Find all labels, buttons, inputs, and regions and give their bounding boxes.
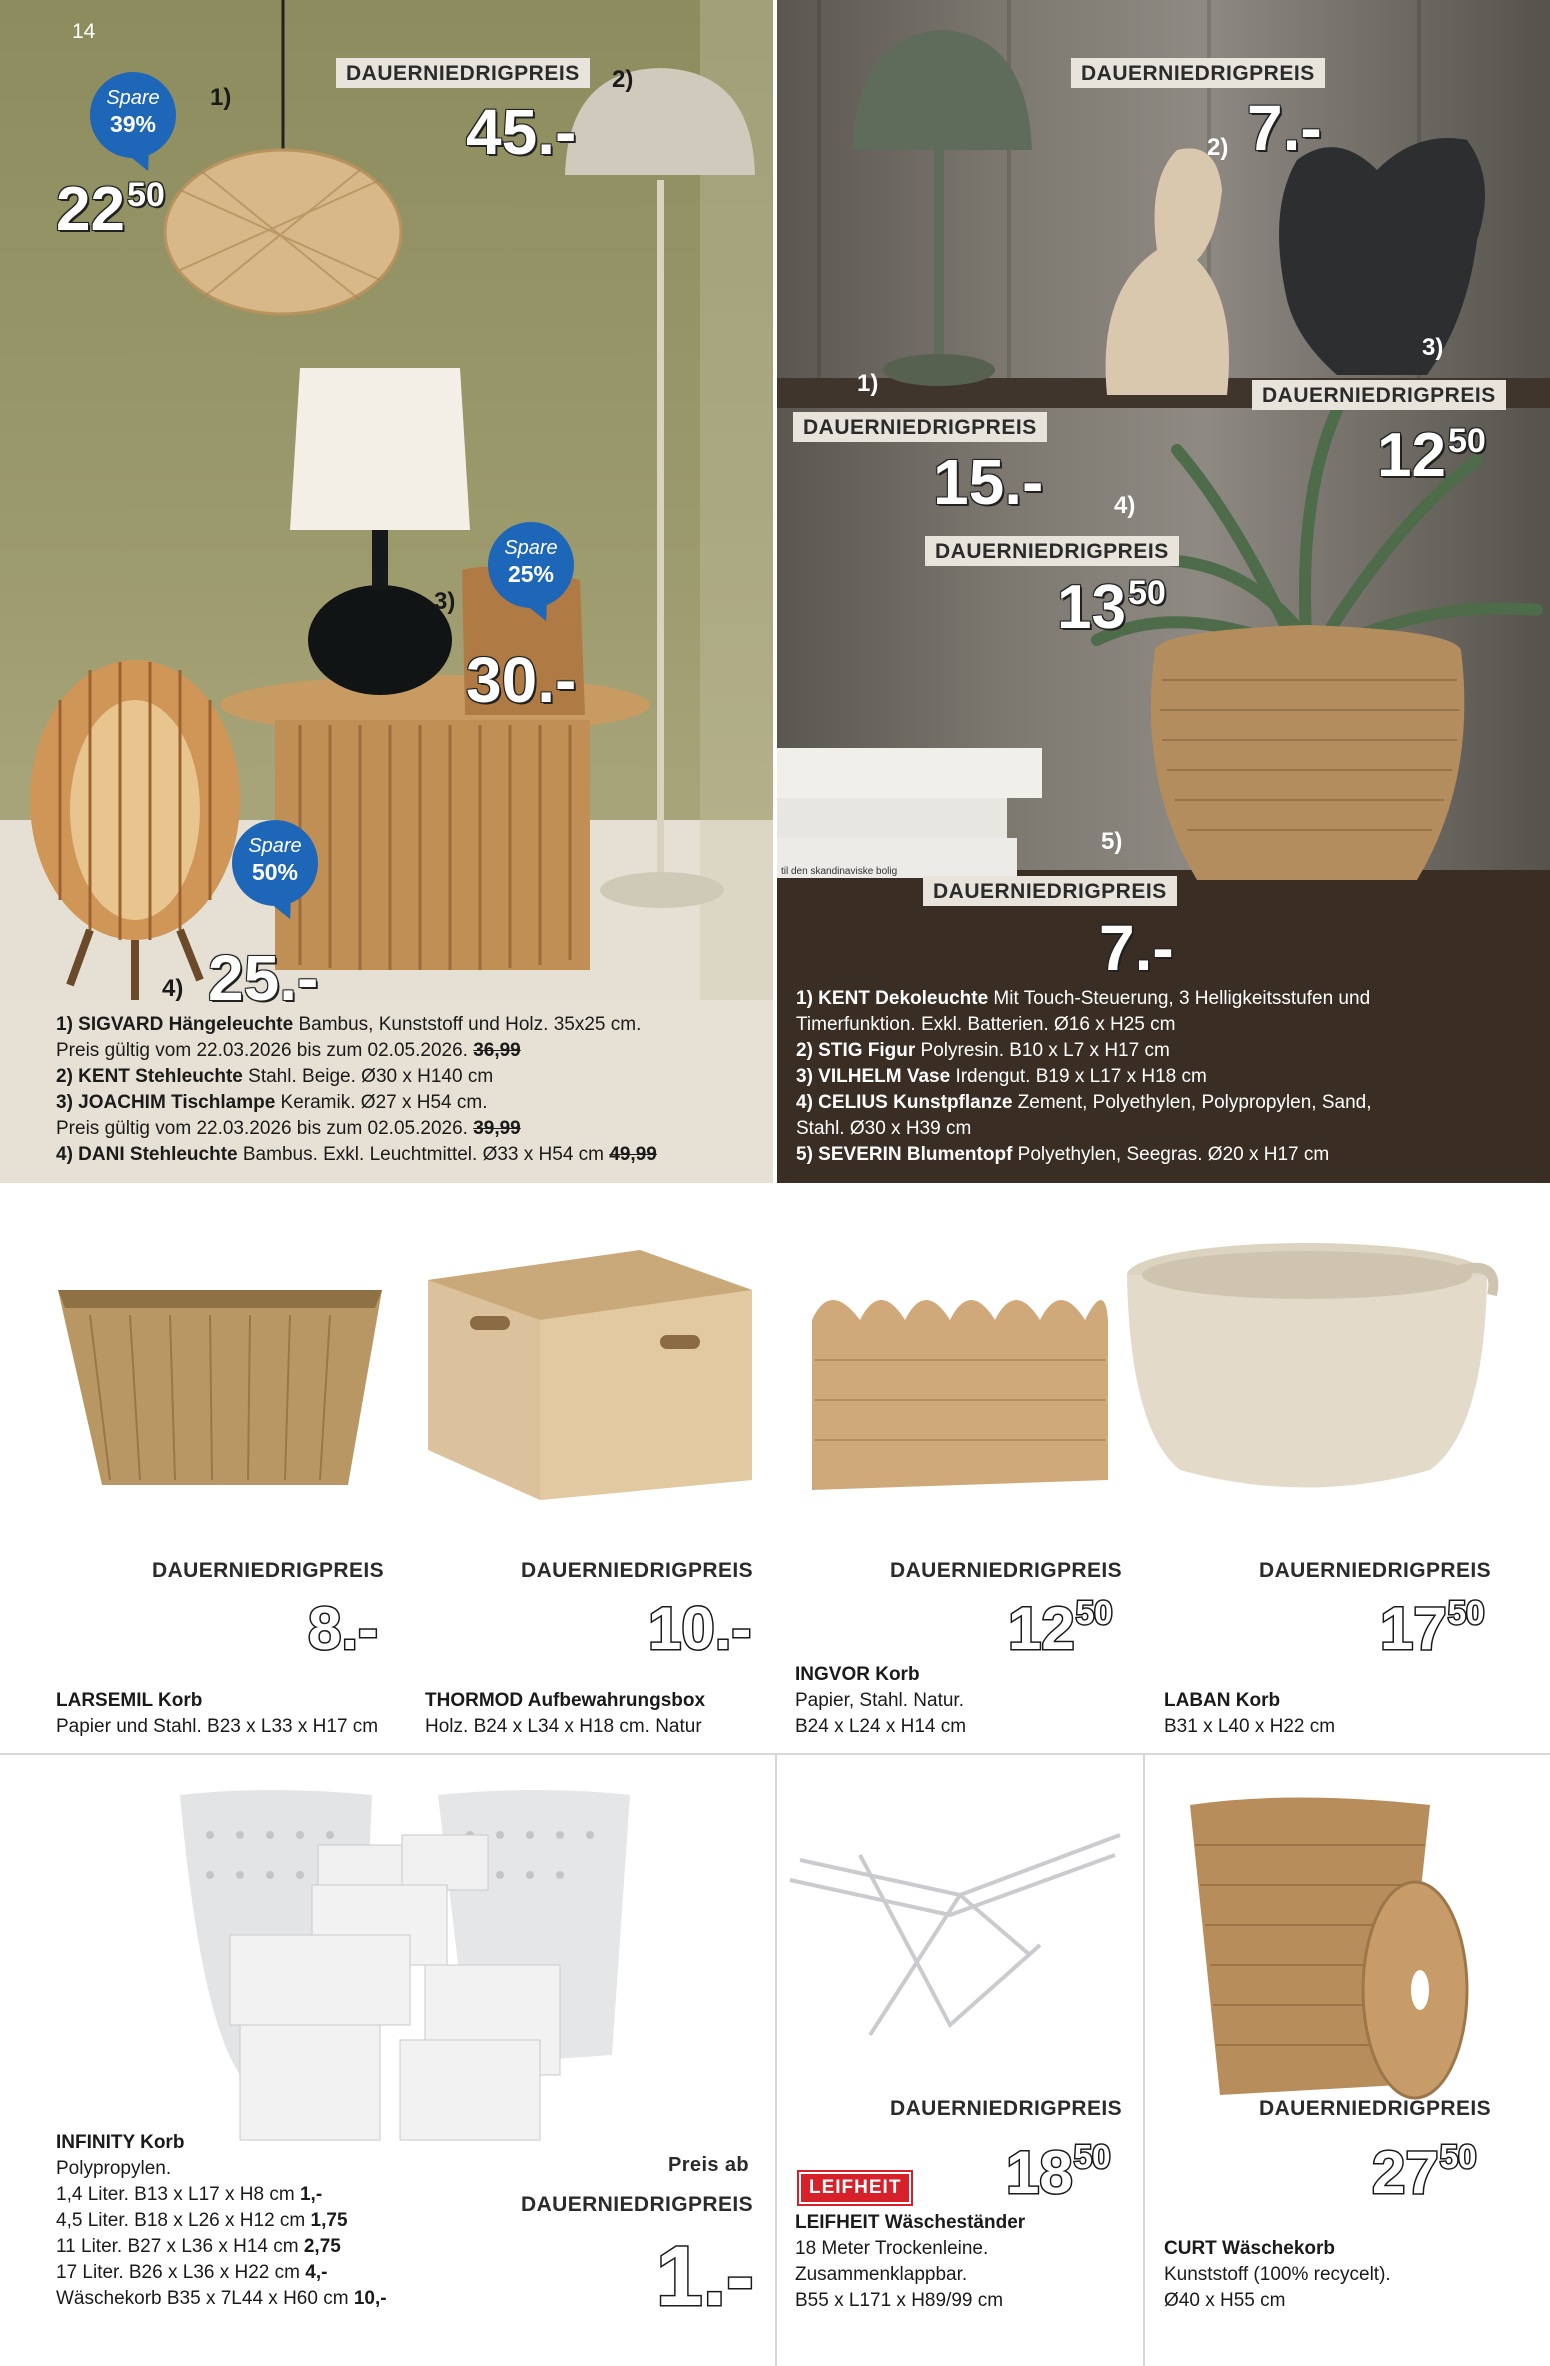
product-marker: 1): [210, 84, 232, 111]
caption-line: Preis gültig vom 22.03.2026 bis zum 02.05.2026. 39,99: [56, 1118, 521, 1139]
product-desc: B55 x L171 x H89/99 cm: [795, 2290, 1004, 2311]
infinity-baskets-image: [180, 1790, 630, 2140]
price-larsemil: [308, 1594, 379, 1662]
lighting-captions: [56, 1012, 657, 1168]
product-larsemil: [56, 1688, 378, 1740]
curt-basket-image: [1190, 1798, 1467, 2099]
product-desc: 1,4 Liter. B13 x L17 x H8 cm 1,-: [56, 2184, 323, 2205]
discount-label: Spare: [504, 537, 558, 559]
product-name: CURT Wäschekorb: [1164, 2238, 1336, 2259]
laban-basket-image: [1127, 1243, 1493, 1488]
price-main: 17: [1380, 1594, 1447, 1662]
discount-percent: 50%: [251, 859, 299, 885]
price-cents: 50: [1439, 2138, 1477, 2175]
price-ingvor: [1008, 1594, 1113, 1662]
preis-ab-label: Preis ab: [668, 2154, 750, 2176]
lighting-panel: [0, 0, 773, 1183]
price-tag: DAUERNIEDRIGPREIS: [521, 2193, 753, 2216]
product-desc: 18 Meter Trockenleine.: [795, 2238, 989, 2259]
product-thormod: [425, 1688, 705, 1740]
caption-line: Preis gültig vom 22.03.2026 bis zum 02.05.2026. 36,99: [56, 1040, 521, 1061]
product-desc: Ø40 x H55 cm: [1164, 2290, 1286, 2311]
price-joachim: 30.-: [466, 644, 577, 716]
price-main: 27: [1372, 2138, 1439, 2206]
product-curt: [1164, 2236, 1391, 2314]
price-vilhelm-vase: 7.-: [1247, 92, 1322, 164]
product-desc: 11 Liter. B27 x L36 x H14 cm 2,75: [56, 2236, 341, 2257]
caption-line: 1) SIGVARD Hängeleuchte Bambus, Kunststoff und Holz. 35x25 cm.: [56, 1014, 642, 1035]
baskets-row-image: [0, 1230, 1550, 1510]
discount-percent: 25%: [507, 561, 555, 587]
caption-line: 2) KENT Stehleuchte Stahl. Beige. Ø30 x H140 cm: [56, 1066, 494, 1087]
price-sigvard: [56, 174, 165, 244]
product-marker: 4): [1114, 492, 1136, 519]
product-marker: 5): [1101, 828, 1123, 855]
price-tag: DAUERNIEDRIGPREIS: [1259, 1559, 1491, 1582]
product-desc: B24 x L24 x H14 cm: [795, 1716, 967, 1737]
price-tag: DAUERNIEDRIGPREIS: [923, 876, 1177, 906]
price-main: 22: [56, 174, 125, 244]
price-curt: [1372, 2138, 1477, 2206]
price-stig-figur: 15.-: [933, 446, 1044, 518]
larsemil-basket-image: [58, 1290, 382, 1485]
product-marker: 2): [612, 66, 634, 93]
price-main: 10.-: [648, 1594, 752, 1662]
price-main: 8.-: [308, 1594, 379, 1662]
price-cents: 50: [126, 176, 165, 214]
price-main: 12: [1377, 420, 1446, 490]
price-infinity: 1.-: [656, 2229, 755, 2323]
leifheit-rack-image: [790, 1835, 1120, 2035]
product-desc: Papier, Stahl. Natur.: [795, 1690, 964, 1711]
caption-line: 3) JOACHIM Tischlampe Keramik. Ø27 x H54 cm.: [56, 1092, 488, 1113]
caption-line: 1) KENT Dekoleuchte Mit Touch-Steuerung, 3 Helligkeitsstufen und: [796, 988, 1371, 1009]
price-cents: 50: [1073, 2138, 1111, 2175]
thormod-box-image: [428, 1250, 752, 1500]
price-tag: DAUERNIEDRIGPREIS: [1259, 2097, 1491, 2120]
price-tag: DAUERNIEDRIGPREIS: [152, 1559, 384, 1582]
discount-percent: 39%: [109, 111, 157, 137]
product-desc: Polypropylen.: [56, 2158, 172, 2179]
product-marker: 2): [1207, 134, 1229, 161]
product-ingvor: [795, 1662, 966, 1740]
price-tag: DAUERNIEDRIGPREIS: [521, 1559, 753, 1582]
price-cents: 50: [1447, 422, 1486, 460]
price-laban: [1380, 1594, 1485, 1662]
price-main: 12: [1008, 1594, 1075, 1662]
price-cents: 50: [1127, 574, 1166, 612]
product-infinity: [56, 2130, 387, 2312]
price-tag: DAUERNIEDRIGPREIS: [1252, 380, 1506, 410]
caption-line: Timerfunktion. Exkl. Batterien. Ø16 x H25 cm: [796, 1014, 1176, 1035]
price-leifheit: [1006, 2138, 1111, 2206]
product-desc: Papier und Stahl. B23 x L33 x H17 cm: [56, 1716, 379, 1737]
book-spine-text: til den skandinaviske bolig: [781, 866, 898, 877]
discount-badge: [488, 522, 574, 608]
discount-label: Spare: [106, 87, 160, 109]
product-desc: Zusammenklappbar.: [795, 2264, 968, 2285]
discount-label: Spare: [248, 835, 302, 857]
price-main: 18: [1006, 2138, 1073, 2206]
product-name: LARSEMIL Korb: [56, 1690, 203, 1711]
product-leifheit: [795, 2210, 1025, 2314]
price-thormod: [648, 1594, 752, 1662]
page-number: 14: [72, 20, 96, 43]
price-tag: DAUERNIEDRIGPREIS: [1071, 58, 1325, 88]
caption-line: 4) CELIUS Kunstpflanze Zement, Polyethylen, Polypropylen, Sand,: [796, 1092, 1372, 1113]
discount-badge: [232, 820, 318, 906]
decor-captions: [796, 986, 1372, 1168]
decor-panel: [777, 0, 1550, 1183]
product-desc: B31 x L40 x H22 cm: [1164, 1716, 1336, 1737]
price-tag: DAUERNIEDRIGPREIS: [336, 58, 590, 88]
ingvor-basket-image: [812, 1300, 1108, 1490]
product-marker: 1): [857, 370, 879, 397]
caption-line: 2) STIG Figur Polyresin. B10 x L7 x H17 cm: [796, 1040, 1170, 1061]
product-name: LEIFHEIT Wäscheständer: [795, 2212, 1026, 2233]
caption-line: 3) VILHELM Vase Irdengut. B19 x L17 x H18 cm: [796, 1066, 1207, 1087]
product-desc: 17 Liter. B26 x L36 x H22 cm 4,-: [56, 2262, 328, 2283]
caption-line: 5) SEVERIN Blumentopf Polyethylen, Seegras. Ø20 x H17 cm: [796, 1144, 1330, 1165]
product-desc: Holz. B24 x L34 x H18 cm. Natur: [425, 1716, 702, 1737]
price-tag: DAUERNIEDRIGPREIS: [890, 1559, 1122, 1582]
price-tag: DAUERNIEDRIGPREIS: [890, 2097, 1122, 2120]
discount-badge: [90, 72, 176, 158]
price-kent-dekoleuchte: 7.-: [1099, 912, 1174, 984]
product-name: LABAN Korb: [1164, 1690, 1281, 1711]
product-name: INFINITY Korb: [56, 2132, 185, 2153]
price-main: 13: [1057, 572, 1126, 642]
product-marker: 3): [1422, 334, 1444, 361]
caption-line: Stahl. Ø30 x H39 cm: [796, 1118, 972, 1139]
leifheit-logo: LEIFHEIT: [799, 2172, 911, 2204]
caption-line: 4) DANI Stehleuchte Bambus. Exkl. Leuchtmittel. Ø33 x H54 cm 49,99: [56, 1144, 657, 1165]
price-celius-kunstpflanze: [1377, 420, 1486, 490]
price-kent-stehleuchte: 45.-: [466, 96, 577, 168]
product-marker: 4): [162, 975, 184, 1002]
price-cents: 50: [1447, 1594, 1485, 1631]
price-dani: 25.-: [208, 942, 319, 1014]
product-laban: [1164, 1688, 1335, 1740]
product-name: THORMOD Aufbewahrungsbox: [425, 1690, 706, 1711]
product-desc: Wäschekorb B35 x 7L44 x H60 cm 10,-: [56, 2288, 387, 2309]
price-severin-blumentopf: [1057, 572, 1166, 642]
product-marker: 3): [434, 588, 456, 615]
price-cents: 50: [1075, 1594, 1113, 1631]
price-tag: DAUERNIEDRIGPREIS: [793, 412, 1047, 442]
price-tag: DAUERNIEDRIGPREIS: [925, 536, 1179, 566]
product-desc: Kunststoff (100% recycelt).: [1164, 2264, 1391, 2285]
product-desc: 4,5 Liter. B18 x L26 x H12 cm 1,75: [56, 2210, 348, 2231]
product-name: INGVOR Korb: [795, 1664, 920, 1685]
